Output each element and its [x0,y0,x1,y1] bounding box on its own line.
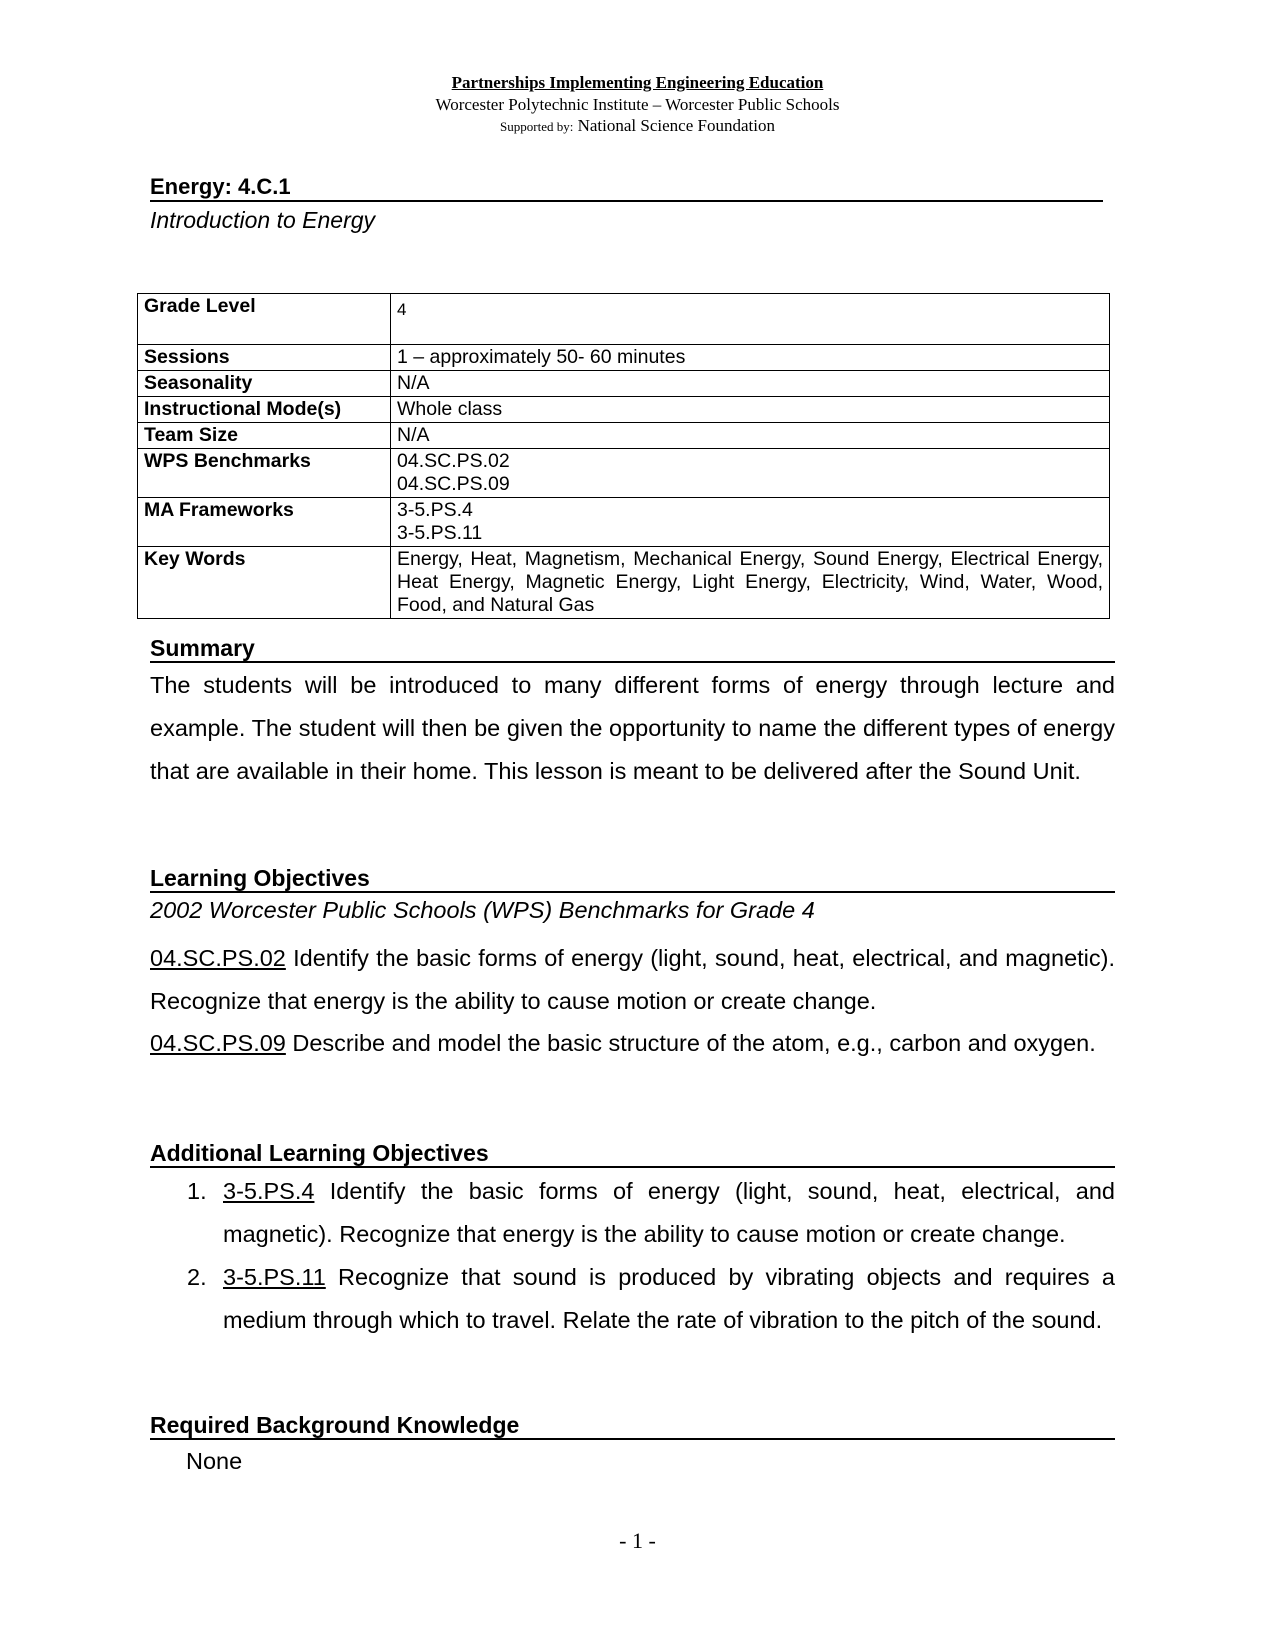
row-value: N/A [391,423,1110,449]
row-label: Instructional Mode(s) [138,397,391,423]
support-line [0,115,1275,137]
row-value [391,449,1110,498]
document-header [0,72,1275,137]
objective-paragraph [150,937,1115,1023]
row-label: WPS Benchmarks [138,449,391,498]
table-row [138,294,1110,345]
lesson-subtitle: Introduction to Energy [150,207,376,233]
learning-objectives-heading: Learning Objectives [150,865,1115,893]
learning-objectives-subheading: 2002 Worcester Public Schools (WPS) Benchmarks for Grade 4 [150,897,815,923]
row-label: Team Size [138,423,391,449]
table-row [138,423,1110,449]
row-label: MA Frameworks [138,498,391,547]
framework-code: 3-5.PS.4 [223,1178,315,1204]
row-label: Seasonality [138,371,391,397]
row-value: Whole class [391,397,1110,423]
table-row [138,449,1110,498]
summary-text: The students will be introduced to many different forms of energy through lecture and example. The student will then be given the opportunity to name the different types of energy that are available in their home. This lesson is meant to be delivered after the Sound Unit. [150,672,1115,784]
list-item [150,1170,1115,1256]
additional-objectives-heading: Additional Learning Objectives [150,1140,1115,1168]
row-label: Grade Level [138,294,391,345]
list-item [150,1256,1115,1342]
institutions-line: Worcester Polytechnic Institute – Worcester Public Schools [435,95,840,114]
table-row [138,345,1110,371]
objective-text: Identify the basic forms of energy (light, sound, heat, electrical, and magnetic). Recognize that energy is the ability to cause motion or create change. [150,945,1115,1014]
row-value: 1 – approximately 50- 60 minutes [391,345,1110,371]
table-row [138,371,1110,397]
sponsor-name: National Science Foundation [577,116,775,135]
row-value [391,498,1110,547]
benchmark-code: 04.SC.PS.02 [150,945,286,971]
benchmark-code: 04.SC.PS.09 [397,473,510,495]
lesson-code-heading: Energy: 4.C.1 [150,174,1103,202]
lesson-info-table [137,293,1110,619]
background-knowledge-heading: Required Background Knowledge [150,1412,1115,1440]
row-label: Key Words [138,547,391,619]
row-value: 4 [391,294,1110,345]
framework-code: 3-5.PS.11 [397,522,483,544]
objective-paragraph [150,1022,1115,1065]
benchmark-code: 04.SC.PS.09 [150,1030,286,1056]
row-value: Energy, Heat, Magnetism, Mechanical Energy, Sound Energy, Electrical Energy, Heat Energy, Magnetic Energy, Light Energy, Electricity, Wind, Water, Wood, Food, and Natural Gas [391,547,1110,619]
summary-heading: Summary [150,635,1115,663]
table-row [138,397,1110,423]
benchmark-code: 04.SC.PS.02 [397,450,510,472]
list-number: 2. [187,1264,207,1290]
objective-text: Identify the basic forms of energy (light, sound, heat, electrical, and magnetic). Recognize that energy is the ability to cause motion or create change. [223,1178,1115,1247]
framework-code: 3-5.PS.11 [223,1264,326,1290]
table-row [138,498,1110,547]
page-number: - 1 - [619,1528,656,1553]
additional-objectives-list [150,1170,1115,1342]
table-row [138,547,1110,619]
row-value: N/A [391,371,1110,397]
row-label: Sessions [138,345,391,371]
objective-text: Describe and model the basic structure of the atom, e.g., carbon and oxygen. [285,1030,1096,1056]
supported-by-label: Supported by: [500,119,574,134]
framework-code: 3-5.PS.4 [397,499,473,521]
org-title: Partnerships Implementing Engineering Education [451,73,824,92]
objective-text: Recognize that sound is produced by vibrating objects and requires a medium through which to travel. Relate the rate of vibration to the pitch of the sound. [223,1264,1115,1333]
background-knowledge-text: None [186,1448,243,1474]
list-number: 1. [187,1178,207,1204]
